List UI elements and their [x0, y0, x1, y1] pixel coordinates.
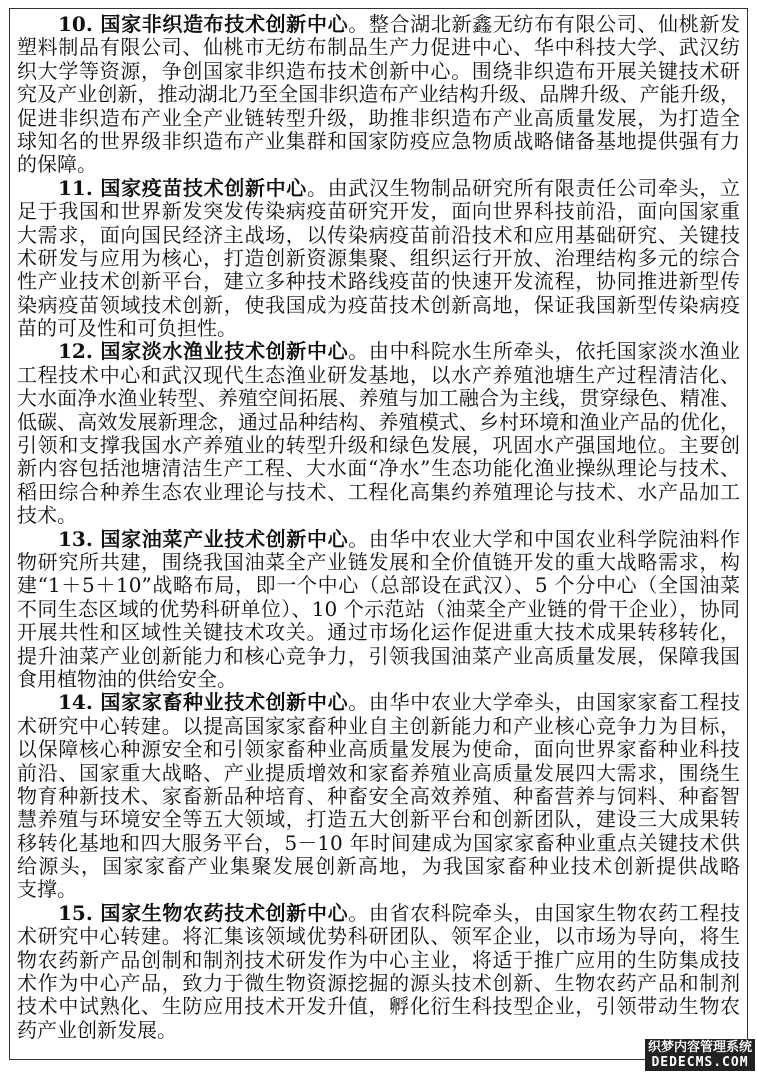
- section-title: 国家疫苗技术创新中心: [100, 176, 307, 200]
- text-line: 术研究中心转建。以提高国家家畜种业自主创新能力和产业核心竞争力为目标，: [17, 714, 740, 738]
- text-line: 提升油菜产业创新能力和核心竞争力，引领我国油菜产业高质量发展，保障我国: [17, 644, 740, 668]
- section-title: 国家淡水渔业技术创新中心: [100, 340, 349, 364]
- text-line: 术研究中心转建。将汇集该领域优势科研团队、领军企业，以市场为导向，将生: [17, 925, 740, 949]
- text-line: 术研发与应用为核心，打造创新资源集聚、组织运行开放、治理结构多元的综合: [17, 246, 740, 270]
- text-line: 稻田综合种养生态农业理论与技术、工程化高集约养殖理论与技术、水产品加工: [17, 480, 740, 504]
- section-number: 14.: [58, 691, 101, 715]
- watermark-text-en: DEDECMS.COM: [651, 1055, 749, 1070]
- text-line: 塑料制品有限公司、仙桃市无纺布制品生产力促进中心、华中科技大学、武汉纺: [17, 36, 740, 60]
- text-line: 促进非织造布产业全产业链转型升级，助推非织造布产业高质量发展，为打造全: [17, 106, 740, 130]
- section-number: 12.: [58, 340, 101, 364]
- section-13: [17, 528, 740, 692]
- text-line: 支撑。: [17, 878, 77, 902]
- section-11: [17, 177, 740, 341]
- text-line: 染病疫苗领域技术创新，使我国成为疫苗技术创新高地，保证我国新型传染病疫: [17, 293, 740, 317]
- text-line: 前沿、国家重大战略、产业提质增效和家畜养殖业高质量发展四大需求，围绕生: [17, 761, 740, 785]
- section-number: 15.: [58, 901, 101, 925]
- text-line: 大需求，面向国民经济主战场，以传染病疫苗前沿技术和应用基础研究、关键技: [17, 223, 740, 247]
- section-number: 10.: [58, 13, 101, 36]
- text-line: 不同生态区域的优势科研单位）、10 个示范站（油菜全产业链的骨干企业），协同: [17, 597, 740, 621]
- text-line: 慧养殖与环境安全等五大领域，打造五大创新平台和创新团队，建设三大成果转: [17, 808, 740, 832]
- text-line: 物研究所共建，围绕我国油菜全产业链发展和全价值链开发的重大战略需求，构: [17, 550, 740, 574]
- section-14: [17, 691, 740, 902]
- watermark-logo: [645, 1039, 755, 1071]
- text-line: 开展共性和区域性关键技术攻关。通过市场化运作促进重大技术成果转移转化，: [17, 621, 740, 645]
- text-line: 足于我国和世界新发突发传染病疫苗研究开发，面向世界科技前沿，面向国家重: [17, 200, 740, 224]
- section-text: 。由华中农业大学牵头，由国家家畜工程技: [348, 691, 740, 715]
- section-text: 。由中科院水生所牵头，依托国家淡水渔业: [348, 340, 740, 364]
- document-body: [17, 13, 740, 1042]
- text-line: 食用植物油的供给安全。: [17, 667, 237, 691]
- text-line: 建“1＋5＋10”战略布局，即一个中心（总部设在武汉）、5 个分中心（全国油菜: [17, 574, 740, 598]
- text-line: 给源头，国家家畜产业集聚发展创新高地，为我国家畜种业技术创新提供战略: [17, 855, 740, 879]
- section-number: 13.: [58, 527, 101, 551]
- text-line: 大水面净水渔业转型、养殖空间拓展、养殖与加工融合为主线，贯穿绿色、精准、: [17, 387, 740, 411]
- text-line: 低碳、高效发展新理念，通过品种结构、养殖模式、乡村环境和渔业产品的优化，: [17, 410, 740, 434]
- section-text: 。由省农科院牵头，由国家生物农药工程技: [348, 901, 740, 925]
- text-line: 究及产业创新，推动湖北乃至全国非织造布产业结构升级、品牌升级、产能升级，: [17, 83, 740, 107]
- section-text: 。整合湖北新鑫无纺布有限公司、仙桃新发: [348, 13, 740, 36]
- text-line: [17, 13, 740, 36]
- text-line: 工程技术中心和武汉现代生态渔业研发基地，以水产养殖池塘生产过程清洁化、: [17, 363, 740, 387]
- text-line: 物育种新技术、家畜新品种培育、种畜安全高效养殖、种畜营养与饲料、种畜智: [17, 784, 740, 808]
- section-text: 。由华中农业大学和中国农业科学院油料作: [348, 527, 740, 551]
- text-line: 技术。: [17, 504, 77, 528]
- text-line: 引领和支撑我国水产养殖业的转型升级和绿色发展，巩固水产强国地位。主要创: [17, 434, 740, 458]
- section-title: 国家非织造布技术创新中心: [100, 13, 349, 36]
- text-line: 移转化基地和四大服务平台，5－10 年时间建成为国家家畜种业重点关键技术供: [17, 831, 740, 855]
- text-line: [17, 902, 740, 925]
- section-title: 国家生物农药技术创新中心: [100, 901, 349, 925]
- text-line: 性产业技术创新平台，建立多种技术路线疫苗的快速开发流程，协同推进新型传: [17, 270, 740, 294]
- section-15: [17, 902, 740, 1042]
- text-line: 新内容包括池塘清洁生产工程、大水面“净水”生态功能化渔业操纵理论与技术、: [17, 457, 740, 481]
- text-line: [17, 691, 740, 714]
- text-line: 以保障核心种源安全和引领家畜种业高质量发展为使命，面向世界家畜种业科技: [17, 738, 740, 762]
- text-line: 药产业创新发展。: [17, 1018, 177, 1042]
- section-10: [17, 13, 740, 177]
- text-line: [17, 340, 740, 363]
- text-line: [17, 177, 740, 200]
- text-line: 织大学等资源，争创国家非织造布技术创新中心。围绕非织造布开展关键技术研: [17, 59, 740, 83]
- text-line: [17, 528, 740, 551]
- text-line: 球知名的世界级非织造布产业集群和国家防疫应急物质战略储备基地提供强有力: [17, 129, 740, 153]
- section-title: 国家油菜产业技术创新中心: [100, 527, 349, 551]
- text-line: 技术中试熟化、生防应用技术开发升值，孵化衍生科技型企业，引领带动生物农: [17, 995, 740, 1019]
- text-line: 的保障。: [17, 153, 97, 177]
- section-title: 国家家畜种业技术创新中心: [100, 691, 349, 715]
- text-line: 物农药新产品创制和制剂技术研发作为中心主业，将适于推广应用的生防集成技: [17, 948, 740, 972]
- section-number: 11.: [58, 176, 101, 200]
- text-line: 术作为中心产品，致力于微生物资源挖掘的源头技术创新、生物农药产品和制剂: [17, 972, 740, 996]
- section-12: [17, 340, 740, 527]
- text-line: 苗的可及性和可负担性。: [17, 317, 237, 341]
- section-text: 。由武汉生物制品研究所有限责任公司牵头，立: [306, 176, 740, 200]
- watermark-text-cn: 织梦内容管理系统: [647, 1040, 752, 1055]
